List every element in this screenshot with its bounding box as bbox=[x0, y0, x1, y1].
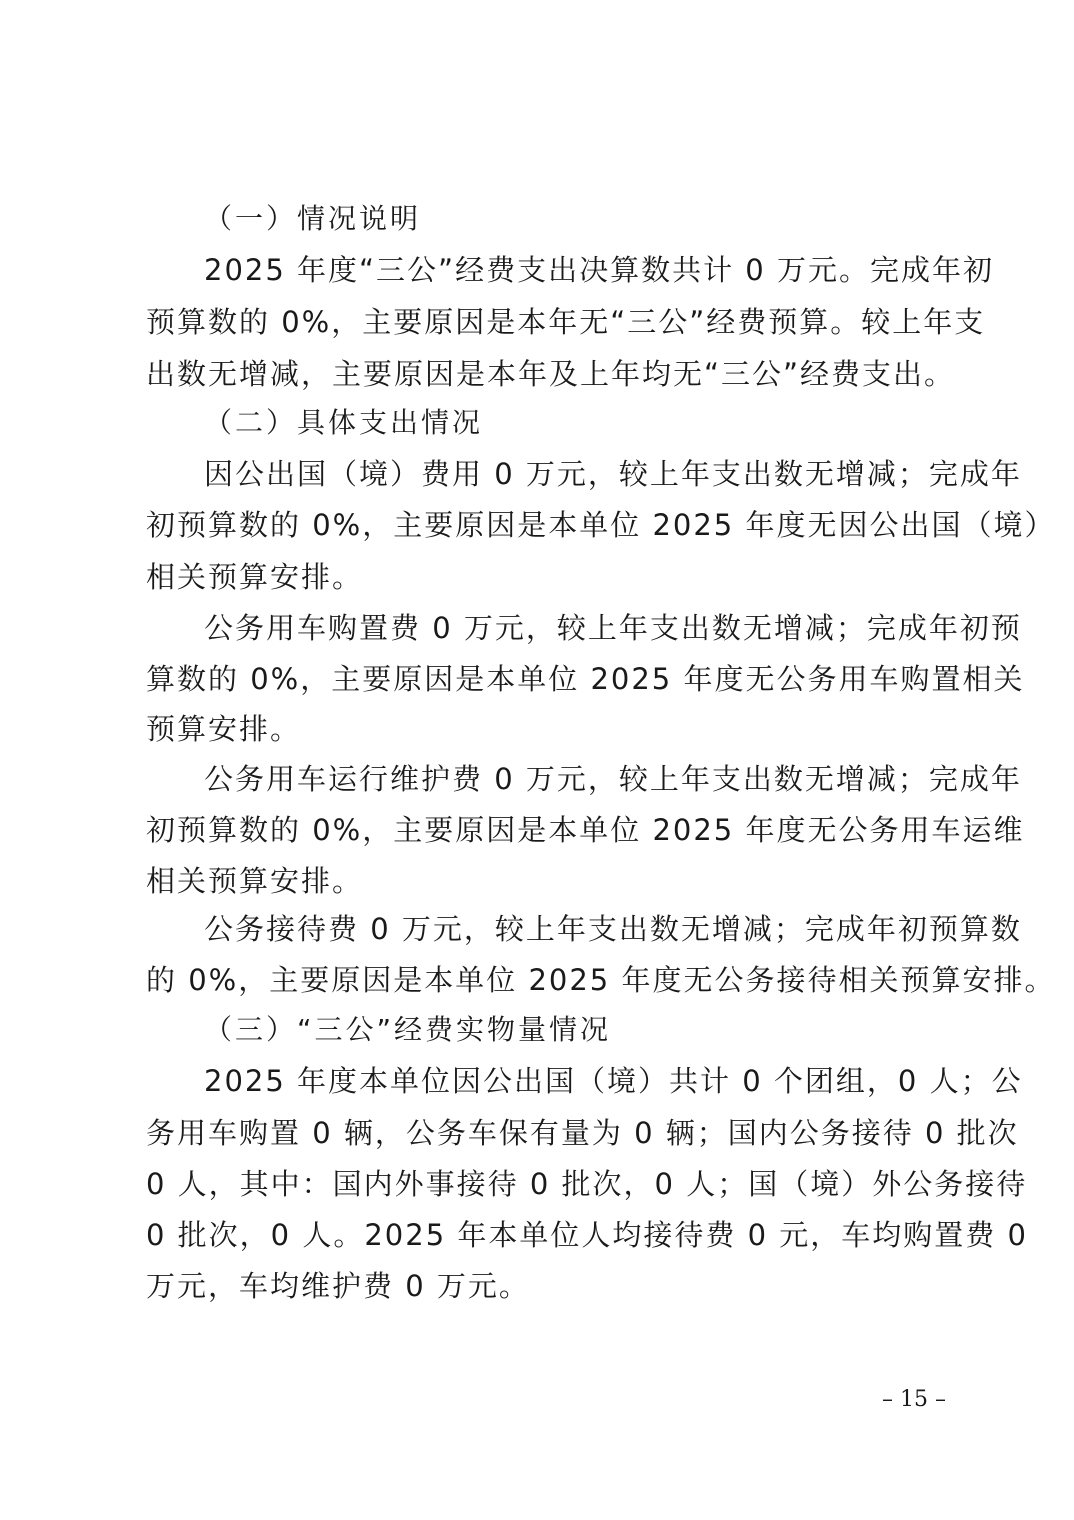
paragraph-line: 公务用车运行维护费 0 万元，较上年支出数无增减；完成年 bbox=[204, 762, 1022, 796]
paragraph-line: 预算安排。 bbox=[146, 712, 302, 746]
paragraph-line: 万元，车均维护费 0 万元。 bbox=[146, 1269, 530, 1303]
paragraph-line: 2025 年度“三公”经费支出决算数共计 0 万元。完成年初 bbox=[204, 253, 994, 287]
paragraph-line: 0 人，其中：国内外事接待 0 批次，0 人；国（境）外公务接待 bbox=[146, 1167, 1028, 1201]
paragraph-line: 公务用车购置费 0 万元，较上年支出数无增减；完成年初预 bbox=[204, 611, 1022, 645]
paragraph-line: 2025 年度本单位因公出国（境）共计 0 个团组，0 人；公 bbox=[204, 1064, 1023, 1098]
paragraph-line: 相关预算安排。 bbox=[146, 864, 364, 898]
paragraph-line: 初预算数的 0%，主要原因是本单位 2025 年度无因公出国（境） bbox=[146, 508, 1056, 542]
paragraph-line: 0 批次，0 人。2025 年本单位人均接待费 0 元，车均购置费 0 bbox=[146, 1218, 1028, 1252]
paragraph-line: 因公出国（境）费用 0 万元，较上年支出数无增减；完成年 bbox=[204, 457, 1022, 491]
section-heading-3: （三）“三公”经费实物量情况 bbox=[204, 1013, 612, 1046]
section-heading-2: （二）具体支出情况 bbox=[204, 406, 484, 439]
paragraph-line: 算数的 0%，主要原因是本单位 2025 年度无公务用车购置相关 bbox=[146, 662, 1025, 696]
paragraph-line: 初预算数的 0%，主要原因是本单位 2025 年度无公务用车运维 bbox=[146, 813, 1025, 847]
paragraph-line: 公务接待费 0 万元，较上年支出数无增减；完成年初预算数 bbox=[204, 912, 1022, 946]
paragraph-line: 预算数的 0%，主要原因是本年无“三公”经费预算。较上年支 bbox=[146, 305, 986, 339]
page-number: – 15 – bbox=[882, 1387, 946, 1412]
paragraph-line: 相关预算安排。 bbox=[146, 560, 364, 594]
paragraph-line: 务用车购置 0 辆，公务车保有量为 0 辆；国内公务接待 0 批次 bbox=[146, 1116, 1019, 1150]
paragraph-line: 出数无增减，主要原因是本年及上年均无“三公”经费支出。 bbox=[146, 357, 956, 391]
paragraph-line: 的 0%，主要原因是本单位 2025 年度无公务接待相关预算安排。 bbox=[146, 963, 1056, 997]
section-heading-1: （一）情况说明 bbox=[204, 202, 422, 235]
